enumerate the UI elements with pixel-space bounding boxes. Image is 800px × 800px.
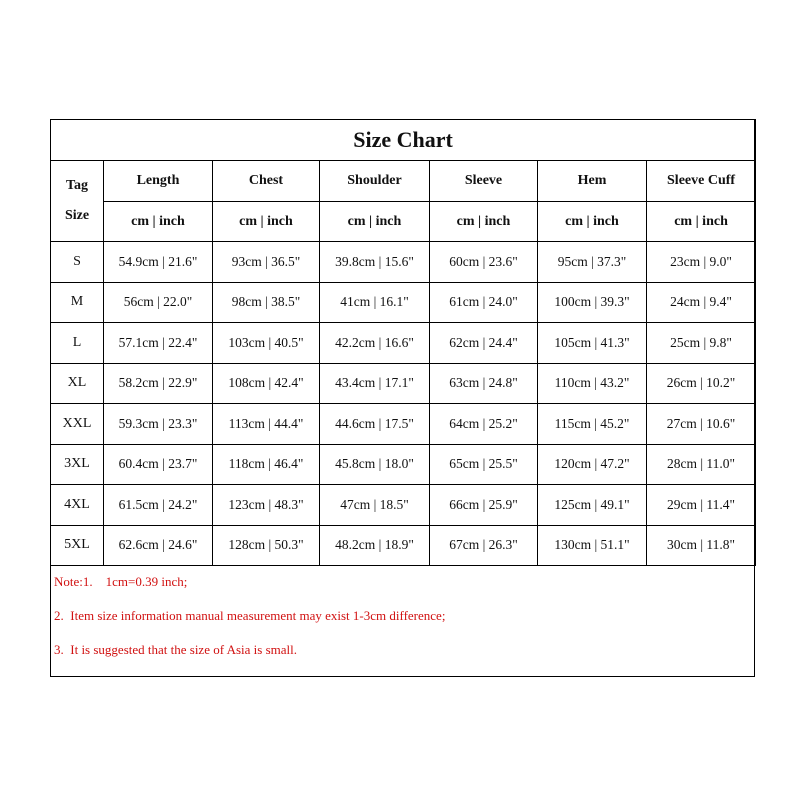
column-header: Sleeve Cuff xyxy=(647,161,756,202)
unit-header: cm | inch xyxy=(430,202,538,242)
chart-title: Size Chart xyxy=(51,120,756,161)
size-cell: S xyxy=(51,242,104,283)
table-cell: 120cm | 47.2" xyxy=(538,444,647,485)
column-header: Sleeve xyxy=(430,161,538,202)
table-cell: 44.6cm | 17.5" xyxy=(320,404,430,445)
size-cell: XXL xyxy=(51,404,104,445)
table-row xyxy=(51,323,756,364)
table-row xyxy=(51,525,756,566)
table-row xyxy=(51,242,756,283)
size-cell: M xyxy=(51,282,104,323)
table-row xyxy=(51,444,756,485)
size-label: Size xyxy=(64,208,90,223)
table-cell: 25cm | 9.8" xyxy=(647,323,756,364)
table-cell: 41cm | 16.1" xyxy=(320,282,430,323)
size-cell: 4XL xyxy=(51,485,104,526)
table-cell: 66cm | 25.9" xyxy=(430,485,538,526)
table-cell: 60cm | 23.6" xyxy=(430,242,538,283)
table-cell: 56cm | 22.0" xyxy=(104,282,213,323)
note-line: 2. Item size information manual measurement may exist 1-3cm difference; xyxy=(54,608,446,623)
column-header: Shoulder xyxy=(320,161,430,202)
table-cell: 62.6cm | 24.6" xyxy=(104,525,213,566)
size-chart xyxy=(50,119,755,677)
table-cell: 43.4cm | 17.1" xyxy=(320,363,430,404)
unit-header: cm | inch xyxy=(538,202,647,242)
size-cell: L xyxy=(51,323,104,364)
table-cell: 47cm | 18.5" xyxy=(320,485,430,526)
table-row xyxy=(51,485,756,526)
table-cell: 125cm | 49.1" xyxy=(538,485,647,526)
table-cell: 105cm | 41.3" xyxy=(538,323,647,364)
table-cell: 61.5cm | 24.2" xyxy=(104,485,213,526)
table-cell: 113cm | 44.4" xyxy=(213,404,320,445)
unit-header: cm | inch xyxy=(104,202,213,242)
table-cell: 98cm | 38.5" xyxy=(213,282,320,323)
table-cell: 130cm | 51.1" xyxy=(538,525,647,566)
table-cell: 39.8cm | 15.6" xyxy=(320,242,430,283)
unit-header: cm | inch xyxy=(213,202,320,242)
table-cell: 64cm | 25.2" xyxy=(430,404,538,445)
table-cell: 42.2cm | 16.6" xyxy=(320,323,430,364)
size-cell: XL xyxy=(51,363,104,404)
table-cell: 100cm | 39.3" xyxy=(538,282,647,323)
table-cell: 115cm | 45.2" xyxy=(538,404,647,445)
table-cell: 63cm | 24.8" xyxy=(430,363,538,404)
table-cell: 118cm | 46.4" xyxy=(213,444,320,485)
table-cell: 61cm | 24.0" xyxy=(430,282,538,323)
note-line: 3. It is suggested that the size of Asia is small. xyxy=(54,642,297,657)
table-cell: 26cm | 10.2" xyxy=(647,363,756,404)
note-line: Note:1. 1cm=0.39 inch; xyxy=(54,574,188,589)
tag-label: Tag xyxy=(65,178,89,193)
table-cell: 128cm | 50.3" xyxy=(213,525,320,566)
table-cell: 23cm | 9.0" xyxy=(647,242,756,283)
unit-header: cm | inch xyxy=(320,202,430,242)
table-row xyxy=(51,282,756,323)
table-cell: 29cm | 11.4" xyxy=(647,485,756,526)
table-cell: 62cm | 24.4" xyxy=(430,323,538,364)
table-cell: 103cm | 40.5" xyxy=(213,323,320,364)
table-cell: 110cm | 43.2" xyxy=(538,363,647,404)
column-header: Chest xyxy=(213,161,320,202)
table-cell: 45.8cm | 18.0" xyxy=(320,444,430,485)
table-cell: 48.2cm | 18.9" xyxy=(320,525,430,566)
table-cell: 24cm | 9.4" xyxy=(647,282,756,323)
table-row xyxy=(51,404,756,445)
table-row xyxy=(51,363,756,404)
table-cell: 60.4cm | 23.7" xyxy=(104,444,213,485)
table-cell: 27cm | 10.6" xyxy=(647,404,756,445)
column-header: Length xyxy=(104,161,213,202)
table-cell: 123cm | 48.3" xyxy=(213,485,320,526)
size-cell: 5XL xyxy=(51,525,104,566)
size-cell: 3XL xyxy=(51,444,104,485)
size-table xyxy=(50,119,756,566)
table-cell: 95cm | 37.3" xyxy=(538,242,647,283)
table-cell: 54.9cm | 21.6" xyxy=(104,242,213,283)
column-header: Hem xyxy=(538,161,647,202)
table-cell: 59.3cm | 23.3" xyxy=(104,404,213,445)
unit-header: cm | inch xyxy=(647,202,756,242)
table-cell: 57.1cm | 22.4" xyxy=(104,323,213,364)
table-cell: 58.2cm | 22.9" xyxy=(104,363,213,404)
table-cell: 67cm | 26.3" xyxy=(430,525,538,566)
table-cell: 108cm | 42.4" xyxy=(213,363,320,404)
table-cell: 28cm | 11.0" xyxy=(647,444,756,485)
table-cell: 65cm | 25.5" xyxy=(430,444,538,485)
table-cell: 30cm | 11.8" xyxy=(647,525,756,566)
table-cell: 93cm | 36.5" xyxy=(213,242,320,283)
notes-section xyxy=(51,565,754,667)
tag-size-header xyxy=(51,161,104,242)
